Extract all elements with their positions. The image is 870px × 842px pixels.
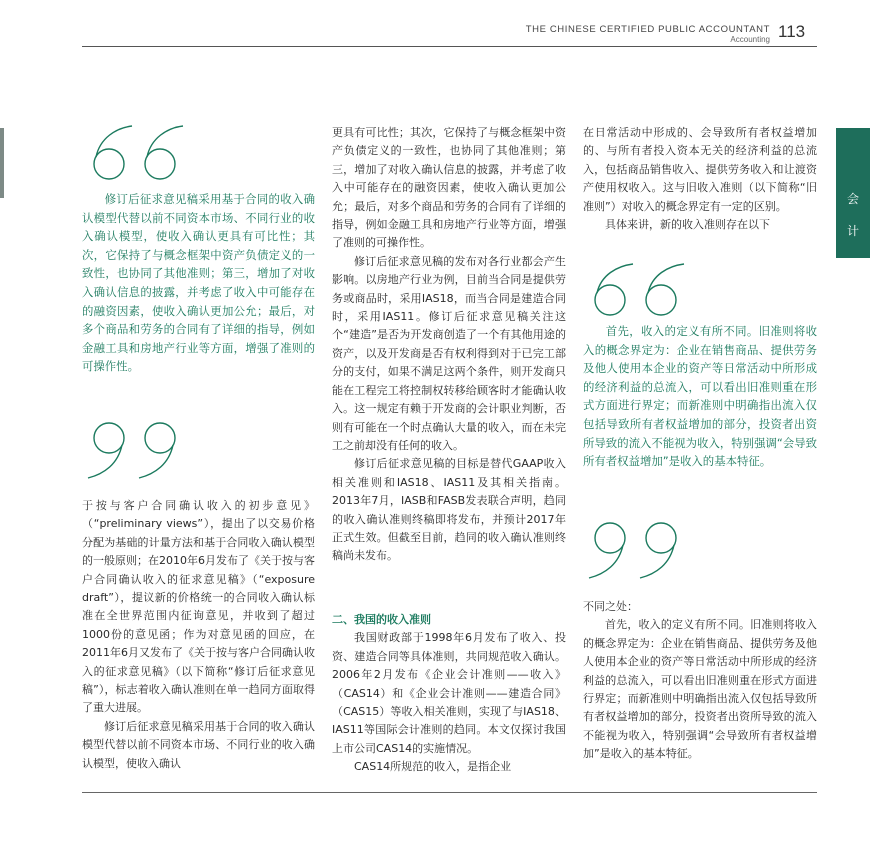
open-quote-icon [585, 262, 695, 320]
close-quote-icon [585, 518, 695, 580]
body-paragraph: 于按与客户合同确认收入的初步意见》（“preliminary views”），提出了以交易价格分配为基础的计量方法和基于合同收入确认模型的一般原则；在2010年6月发布了《关于按与客户合同确认收入的征求意见稿》（“exposure draft”），提议新的价格统一的合同收入确认标准在全世界范围内征询意见，并收到了超过1000份的意见函；作为对意见函的回应，在2011年6月又发布了《关于按与客户合同确认收入的征求意见稿》（以下简称“修订后征求意见稿”），标志着收入确认准则在单一趋同方面取得了重大进展。 [82, 499, 315, 715]
section-side-tab [836, 128, 870, 258]
journal-subtitle: Accounting [730, 35, 770, 44]
body-paragraph: 我国财政部于1998年6月发布了收入、投资、建造合同等具体准则，共同规范收入确认。2006年2月发布《企业会计准则——收入》（CAS14）和《企业会计准则——建造合同》（CAS15）等收入相关准则，实现了与IAS18、IAS11等国际会计准则的趋同。本文仅探讨我国上市公司CAS14的实施情况。 [332, 631, 566, 755]
footer-rule [82, 792, 817, 793]
body-paragraph: 具体来讲，新的收入准则存在以下 [605, 218, 770, 232]
close-quote-icon [84, 418, 194, 480]
pull-quote-left: 修订后征求意见稿采用基于合同的收入确认模型代替以前不同资本市场、不同行业的收入确认模型，使收入确认更具有可比性；其次，它保持了与概念框架中资产负债定义的一致性，也协同了其他准则；第三，增加了对收入确认信息的披露，并考虑了收入中可能存在的融资因素，使收入确认更加公允；最后，对多个商品和劳务的合同有了详细的指导，例如金融工具和房地产行业等方面，增强了准则的可操作性。 [82, 192, 315, 374]
body-paragraph: 修订后征求意见稿的目标是替代GAAP收入相关准则和IAS18、IAS11及其相关指南。2013年7月，IASB和FASB发表联合声明，趋同的收入确认准则终稿即将发布，并预计2017年正式生效。但截至目前，趋同的收入确认准则终稿尚未发布。 [332, 457, 566, 563]
side-tab-char-2: 计 [846, 224, 859, 238]
left-edge-mark [0, 128, 4, 198]
page-number: 113 [778, 22, 806, 41]
body-paragraph: 不同之处： [583, 600, 638, 613]
body-paragraph: 修订后征求意见稿的发布对各行业都会产生影响。以房地产行业为例，目前当合同是提供劳务或商品时，采用IAS18，而当合同是建造合同时，采用IAS11。修订后征求意见稿关注这个“建造”是否为开发商创造了一个有其他用途的资产，以及开发商是否有权利得到对于已完工部分的支付，如果不满足这两个条件，则开发商只能在工程完工将控制权转移给顾客时才能确认收入。这一规定有赖于开发商的会计职业判断，否则有可能在一个时点确认大量的收入，而在未完工之前却没有任何的收入。 [332, 254, 566, 452]
body-column-1 [82, 497, 315, 773]
body-column-3-top [583, 124, 817, 234]
body-column-2 [332, 124, 566, 566]
header-rule [82, 46, 817, 47]
open-quote-icon [84, 124, 194, 184]
body-paragraph: 首先，收入的定义有所不同。旧准则将收入的概念界定为：企业在销售商品、提供劳务及他人使用本企业的资产等日常活动中所形成的经济利益的总流入，可以看出旧准则重在形式方面进行界定；而新准则中明确指出流入仅包括导致所有者权益增加的部分，投资者出资所导致的流入不能视为收入，特别强调“会导致所有者权益增加”是收入的基本特征。 [583, 618, 817, 761]
body-column-3 [583, 598, 817, 764]
body-column-2-section [332, 611, 566, 777]
pull-quote-right: 首先，收入的定义有所不同。旧准则将收入的概念界定为：企业在销售商品、提供劳务及他人使用本企业的资产等日常活动中所形成的经济利益的总流入，可以看出旧准则重在形式方面进行界定；而新准则中明确指出流入仅包括导致所有者权益增加的部分，投资者出资所导致的流入不能视为收入，特别强调“会导致所有者权益增加”是收入的基本特征。 [583, 324, 817, 469]
body-paragraph: 修订后征求意见稿采用基于合同的收入确认模型代替以前不同资本市场、不同行业的收入确认模型，使收入确认 [82, 719, 315, 770]
body-paragraph: CAS14所规范的收入，是指企业 [354, 760, 512, 774]
body-paragraph: 在日常活动中形成的、会导致所有者权益增加的、与所有者投入资本无关的经济利益的总流入，包括商品销售收入、提供劳务收入和让渡资产使用权收入。这与旧收入准则（以下简称“旧准则”）对收入的概念界定有一定的区别。 [583, 126, 817, 213]
section-heading: 二、我国的收入准则 [332, 613, 431, 626]
body-paragraph: 更具有可比性；其次，它保持了与概念框架中资产负债定义的一致性，也协同了其他准则；第三，增加了对收入确认信息的披露，并考虑了收入中可能存在的融资因素，使收入确认更加公允；最后，对多个商品和劳务的合同有了详细的指导，例如金融工具和房地产行业等方面，增强了准则的可操作性。 [332, 126, 566, 250]
side-tab-char-1: 会 [846, 192, 859, 206]
journal-title: THE CHINESE CERTIFIED PUBLIC ACCOUNTANT [525, 24, 770, 35]
